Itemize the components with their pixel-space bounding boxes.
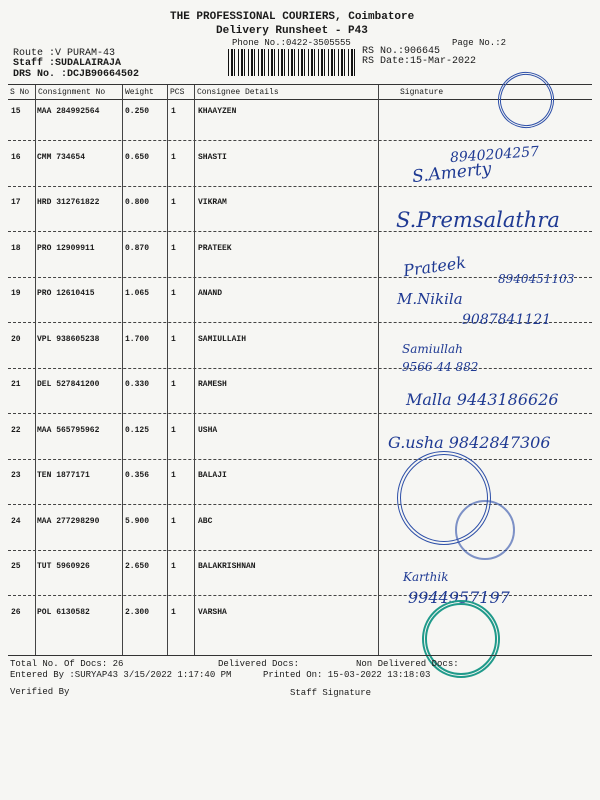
- table-bottom-rule: [8, 655, 592, 656]
- entered-by: Entered By :SURYAP43 3/15/2022 1:17:40 PM: [10, 670, 232, 680]
- cell-sno: 23: [11, 471, 21, 480]
- cell-consignee: VARSHA: [198, 607, 227, 617]
- cell-consignment: POL 6130582: [37, 607, 90, 617]
- cell-pcs: 1: [171, 425, 176, 435]
- handwritten-signature: S.Premsalathra: [396, 208, 560, 232]
- cell-consignee: SHASTI: [198, 152, 227, 162]
- non-delivered-docs: Non Delivered Docs:: [356, 659, 459, 669]
- row-separator: [8, 140, 592, 141]
- cell-consignment: MAA 284992564: [37, 107, 100, 116]
- cell-sno: 24: [11, 516, 21, 526]
- cell-sno: 16: [11, 152, 21, 162]
- row-separator: [8, 413, 592, 414]
- cell-consignment: TUT 5960926: [37, 562, 90, 571]
- col-consignment: Consignment No: [38, 88, 106, 97]
- cell-consignment: TEN 1877171: [37, 471, 90, 480]
- verified-by: Verified By: [10, 687, 70, 697]
- row-separator: [8, 504, 592, 505]
- seal-ring: [455, 500, 515, 560]
- cell-consignment: HRD 312761822: [37, 198, 100, 207]
- cell-weight: 0.870: [125, 243, 150, 253]
- staff-name: Staff :SUDALAIRAJA: [13, 58, 122, 69]
- table-row: [0, 562, 600, 582]
- cell-pcs: 1: [171, 516, 176, 526]
- cell-weight: 1.065: [125, 289, 150, 298]
- cell-weight: 0.250: [125, 107, 150, 116]
- handwritten-signature: S.Amerty: [411, 158, 493, 188]
- document-title: Delivery Runsheet - P43: [216, 25, 368, 37]
- company-name: THE PROFESSIONAL COURIERS, Coimbatore: [170, 11, 415, 23]
- cell-consignee: RAMESH: [198, 380, 227, 389]
- row-separator: [8, 186, 592, 187]
- cell-sno: 22: [11, 425, 21, 435]
- cell-sno: 18: [11, 243, 21, 253]
- cell-pcs: 1: [171, 152, 176, 162]
- cell-consignee: PRATEEK: [198, 243, 232, 253]
- cell-consignment: PRO 12610415: [37, 289, 95, 298]
- cell-consignee: VIKRAM: [198, 198, 227, 207]
- cell-sno: 17: [11, 198, 21, 207]
- cell-pcs: 1: [171, 289, 176, 298]
- handwritten-signature: G.usha 9842847306: [388, 433, 551, 452]
- col-consignee: Consignee Details: [197, 88, 279, 97]
- cell-pcs: 1: [171, 562, 176, 571]
- table-row: [0, 608, 600, 628]
- cell-consignment: PRO 12909911: [37, 243, 95, 253]
- barcode: [228, 49, 358, 76]
- handwritten-phone: 9944957197: [408, 588, 510, 607]
- cell-sno: 15: [11, 107, 21, 116]
- table-row: [0, 244, 600, 264]
- cell-weight: 2.300: [125, 607, 150, 617]
- cell-pcs: 1: [171, 471, 176, 480]
- staff-signature: Staff Signature: [290, 688, 372, 698]
- cell-weight: 5.900: [125, 516, 150, 526]
- table-row: [0, 289, 600, 309]
- cell-consignment: DEL 527841200: [37, 380, 100, 389]
- cell-sno: 19: [11, 289, 21, 298]
- row-separator: [8, 459, 592, 460]
- handwritten-signature: Malla 9443186626: [406, 390, 559, 409]
- cell-consignee: KHAAYZEN: [198, 107, 237, 116]
- table-row: [0, 471, 600, 491]
- delivered-docs: Delivered Docs:: [218, 659, 300, 669]
- rs-number: RS No.:906645: [362, 46, 441, 57]
- handwritten-phone: 9087841121: [462, 312, 552, 328]
- cell-sno: 25: [11, 562, 21, 571]
- cell-consignment: CMM 734654: [37, 152, 86, 162]
- total-docs: Total No. Of Docs: 26: [10, 659, 124, 669]
- handwritten-phone: 8940451103: [498, 272, 575, 286]
- cell-consignee: BALAJI: [198, 471, 227, 480]
- drs-number: DRS No. :DCJB90664502: [13, 69, 140, 80]
- cell-weight: 0.330: [125, 380, 150, 389]
- rs-date: RS Date:15-Mar-2022: [362, 56, 477, 67]
- handwritten-signature: Samiullah: [402, 342, 463, 356]
- cell-pcs: 1: [171, 380, 176, 389]
- cell-weight: 1.700: [125, 334, 150, 344]
- cell-consignee: ABC: [198, 516, 213, 526]
- col-weight: Weight: [125, 88, 154, 97]
- cell-consignee: BALAKRISHNAN: [198, 562, 256, 571]
- page-number: Page No.:2: [452, 38, 507, 48]
- row-separator: [8, 368, 592, 369]
- col-sno: S No: [10, 88, 30, 97]
- cell-pcs: 1: [171, 334, 176, 344]
- cell-weight: 0.356: [125, 471, 150, 480]
- cell-consignee: ANAND: [198, 289, 223, 298]
- cell-weight: 0.650: [125, 152, 150, 162]
- cell-pcs: 1: [171, 607, 176, 617]
- handwritten-phone: 9566 44 882: [402, 360, 479, 374]
- cell-pcs: 1: [171, 198, 176, 207]
- cell-pcs: 1: [171, 107, 176, 116]
- cell-consignee: SAMIULLAIH: [198, 334, 247, 344]
- cell-consignment: MAA 565795962: [37, 425, 100, 435]
- cell-weight: 0.800: [125, 198, 150, 207]
- cell-weight: 0.125: [125, 425, 150, 435]
- col-signature: Signature: [400, 88, 444, 97]
- cell-consignment: MAA 277298290: [37, 516, 100, 526]
- cell-consignment: VPL 938605238: [37, 334, 100, 344]
- cell-sno: 21: [11, 380, 21, 389]
- cell-weight: 2.650: [125, 562, 150, 571]
- handwritten-signature: Karthik: [403, 570, 449, 584]
- handwritten-signature: M.Nikila: [397, 290, 463, 308]
- cell-sno: 20: [11, 334, 21, 344]
- route: Route :V PURAM-43: [13, 48, 116, 59]
- phone-number: Phone No.:0422-3505555: [232, 38, 351, 48]
- handwritten-signature: Prateek: [401, 252, 468, 281]
- table-row: [0, 335, 600, 355]
- handwritten-phone: 8940204257: [449, 143, 540, 167]
- cell-consignee: USHA: [198, 425, 218, 435]
- cell-pcs: 1: [171, 243, 176, 253]
- printed-on: Printed On: 15-03-2022 13:18:03: [263, 670, 431, 680]
- col-pcs: PCS: [170, 88, 185, 97]
- cell-sno: 26: [11, 607, 21, 617]
